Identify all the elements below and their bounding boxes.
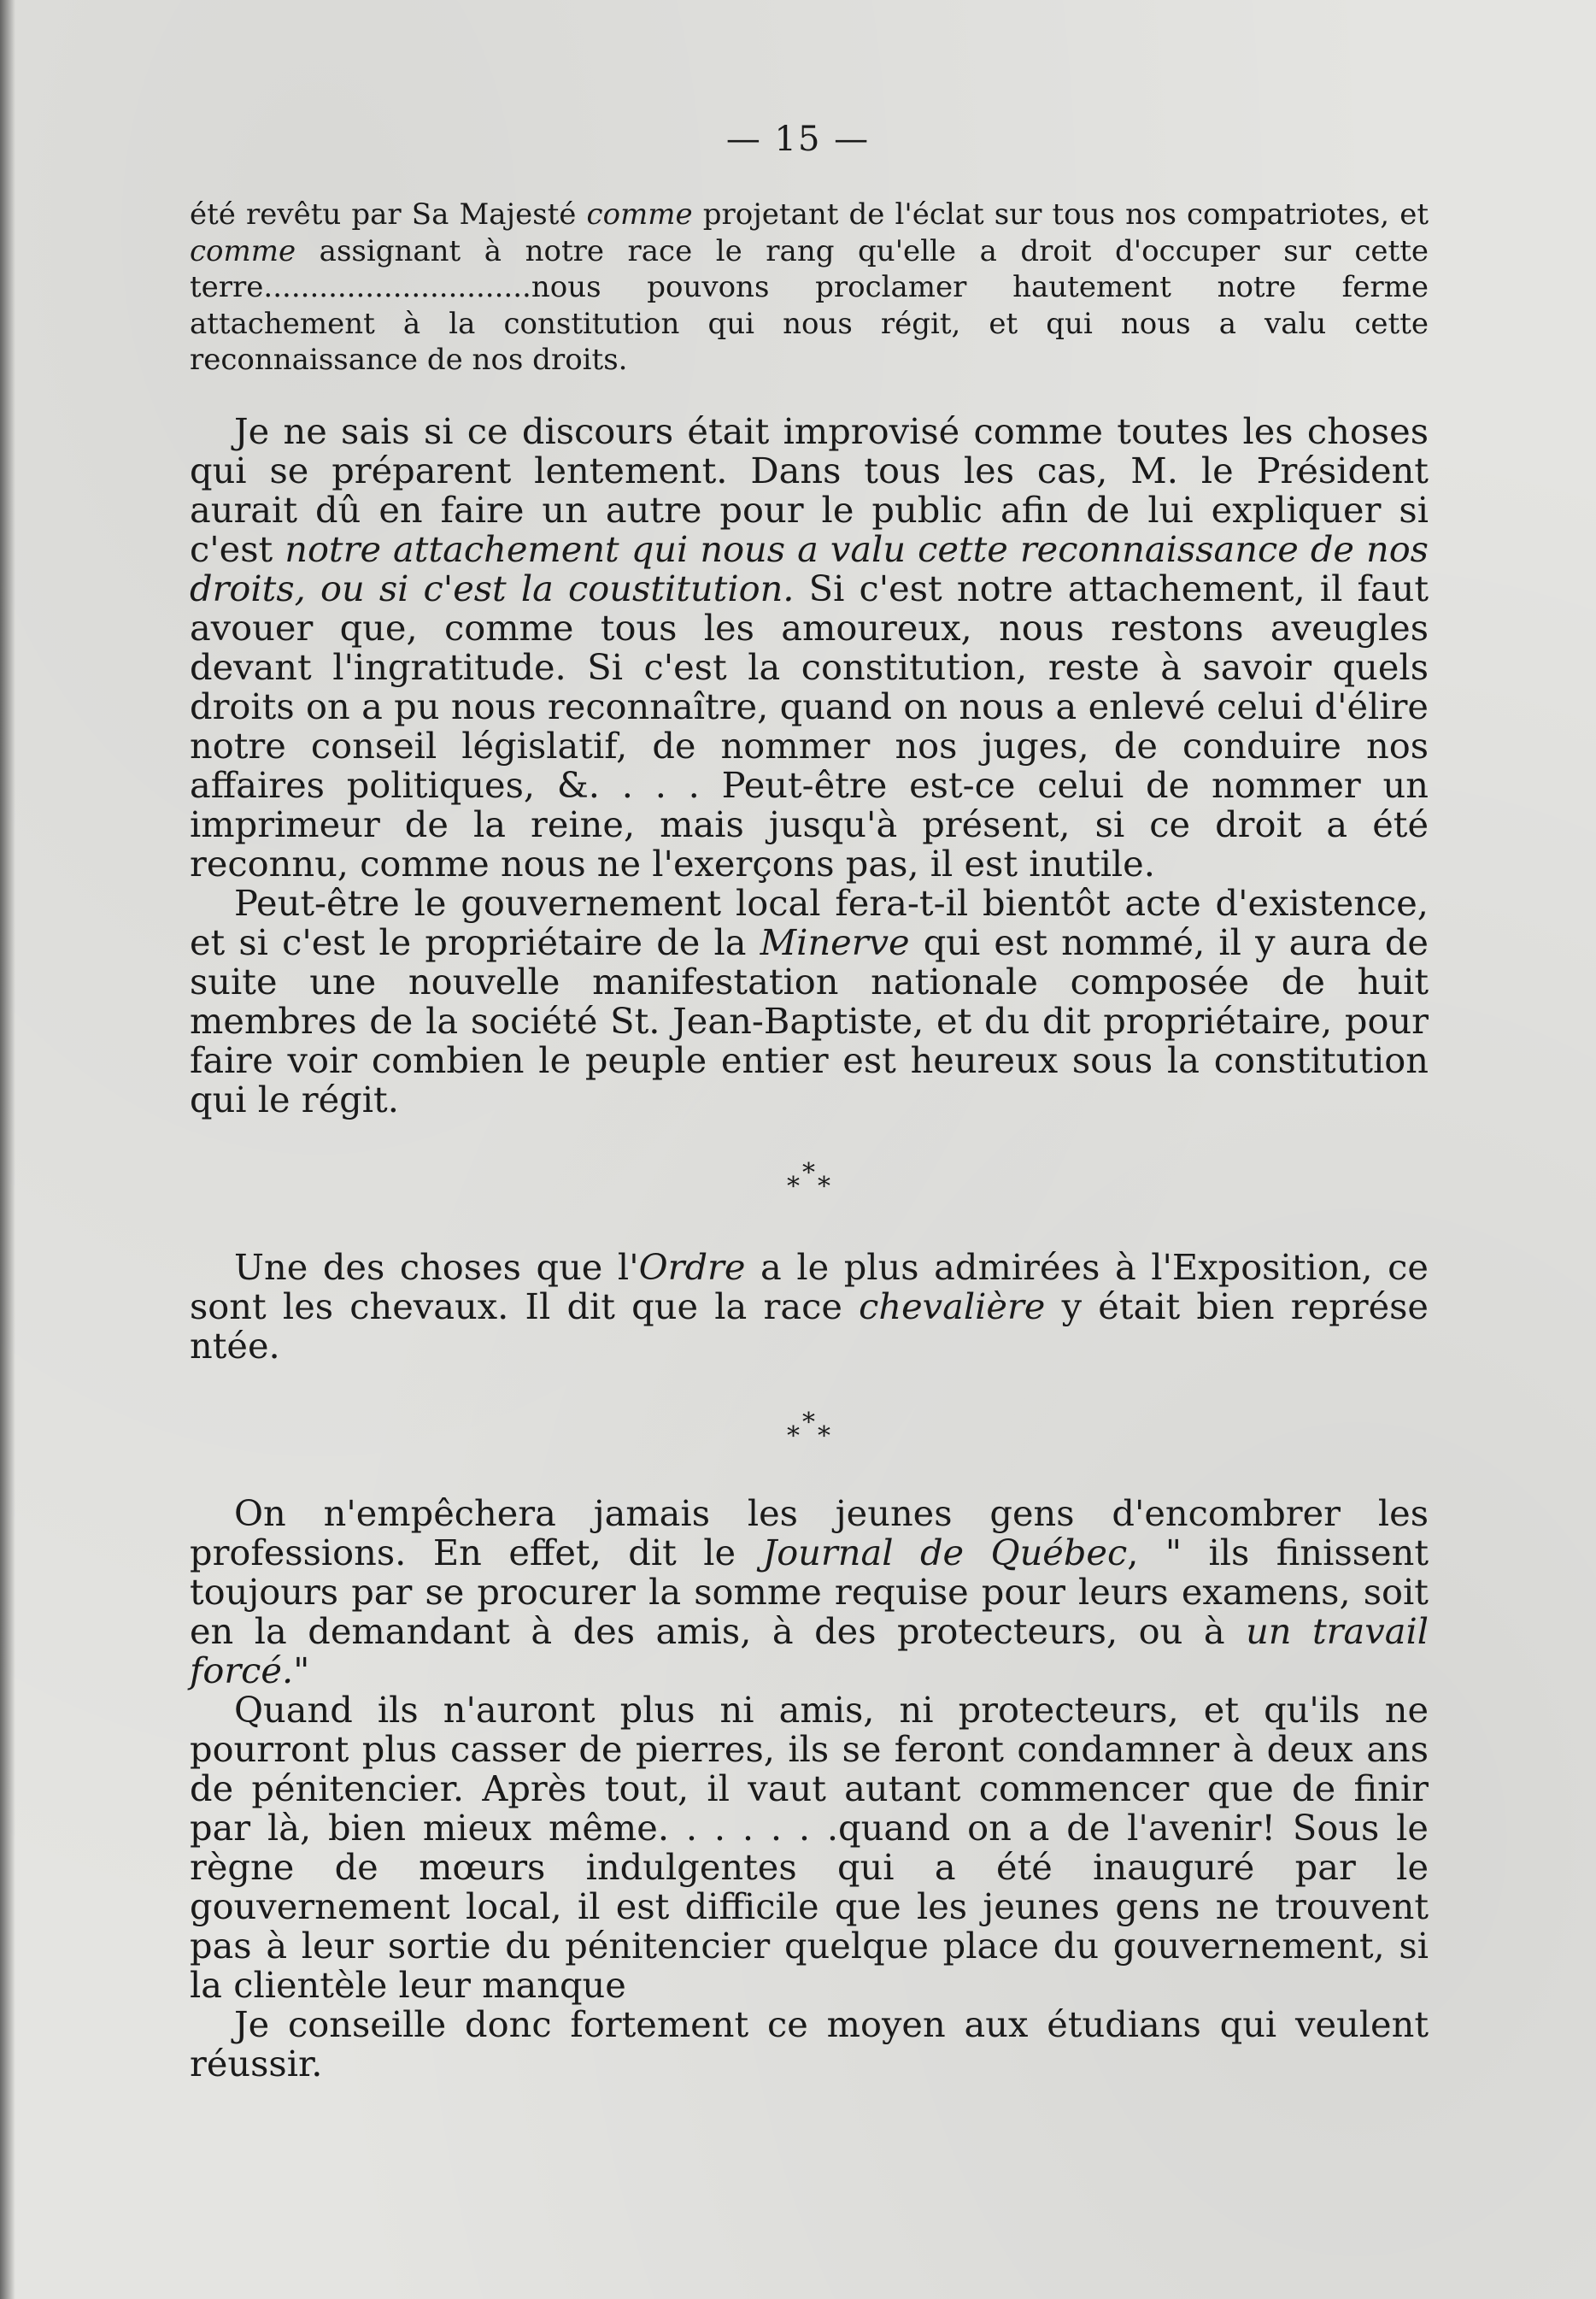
quoted-passage — [190, 197, 1429, 379]
article-body — [190, 412, 1429, 2084]
paragraph-discours: Je ne sais si ce discours était improvisé comme toutes les choses qui se préparent lentement. Dans tous les cas, M. le Président aurait dû en faire un autre pour le public afin de lui expliquer si c'est notre attachement qui nous a valu cette reconnaissance de nos droits, ou si c'est la coustitution. Si c'est notre attachement, il faut avouer que, comme tous les amoureux, nous restons aveugles devant l'ingratitude. Si c'est la constitution, reste à savoir quels droits on a pu nous reconnaître, quand on nous a enlevé celui d'élire notre conseil législatif, de nommer nos juges, de conduire nos affaires politiques, &. . . . Peut-être est-ce celui de nommer un imprimeur de la reine, mais jusqu'à présent, si ce droit a été reconnu, comme nous ne l'exerçons pas, il est inutile. — [190, 410, 1429, 885]
asterism: * * * — [787, 1158, 830, 1202]
asterism-separator — [190, 1120, 1429, 1248]
paragraph-professions: On n'empêchera jamais les jeunes gens d'encombrer les professions. En effet, dit le Journal de Québec, " ils finissent toujours par se procurer la somme requise pour leurs examens, soit en la demandant à des amis, à des protecteurs, ou à un travail forcé." — [190, 1492, 1429, 1691]
paragraph-penitencier: Quand ils n'auront plus ni amis, ni protecteurs, et qu'ils ne pourront plus casser de pierres, ils se feront condamner à deux ans de pénitencier. Après tout, il vaut autant commencer que de finir par là, bien mieux même. . . . . . .quand on a de l'avenir! Sous le règne de mœurs indulgentes qui a été inauguré par le gouvernement local, il est difficile que les jeunes gens ne trouvent pas à leur sortie du pénitencier quelque place du gouvernement, si la clientèle leur manque — [190, 1689, 1429, 2006]
paragraph-exposition: Une des choses que l'Ordre a le plus admirées à l'Exposition, ce sont les chevaux. Il dit que la race chevalière y était bien représe ntée. — [190, 1246, 1429, 1367]
page-number: — 15 — — [725, 120, 871, 159]
quote-paragraph: été revêtu par Sa Majesté comme projetant de l'éclat sur tous nos compatriotes, et comme assignant à notre race le rang qu'elle a droit d'occuper sur cette terre.............................nous pouvons proclamer hautement notre ferme attachement à la constitution qui nous régit, et qui nous a valu cette reconnaissance de nos droits. — [190, 197, 1429, 377]
paragraph-conseil: Je conseille donc fortement ce moyen aux étudians qui veulent réussir. — [190, 2003, 1429, 2084]
asterism-separator — [190, 1366, 1429, 1494]
asterism: * * * — [787, 1408, 830, 1451]
page-edge-shadow — [0, 0, 15, 2299]
paragraph-gouvernement-local: Peut-être le gouvernement local fera-t-il bientôt acte d'existence, et si c'est le propriétaire de la Minerve qui est nommé, il y aura de suite une nouvelle manifestation nationale composée de huit membres de la société St. Jean-Baptiste, et du dit propriétaire, pour faire voir combien le peuple entier est heureux sous la constitution qui le régit. — [190, 882, 1429, 1120]
